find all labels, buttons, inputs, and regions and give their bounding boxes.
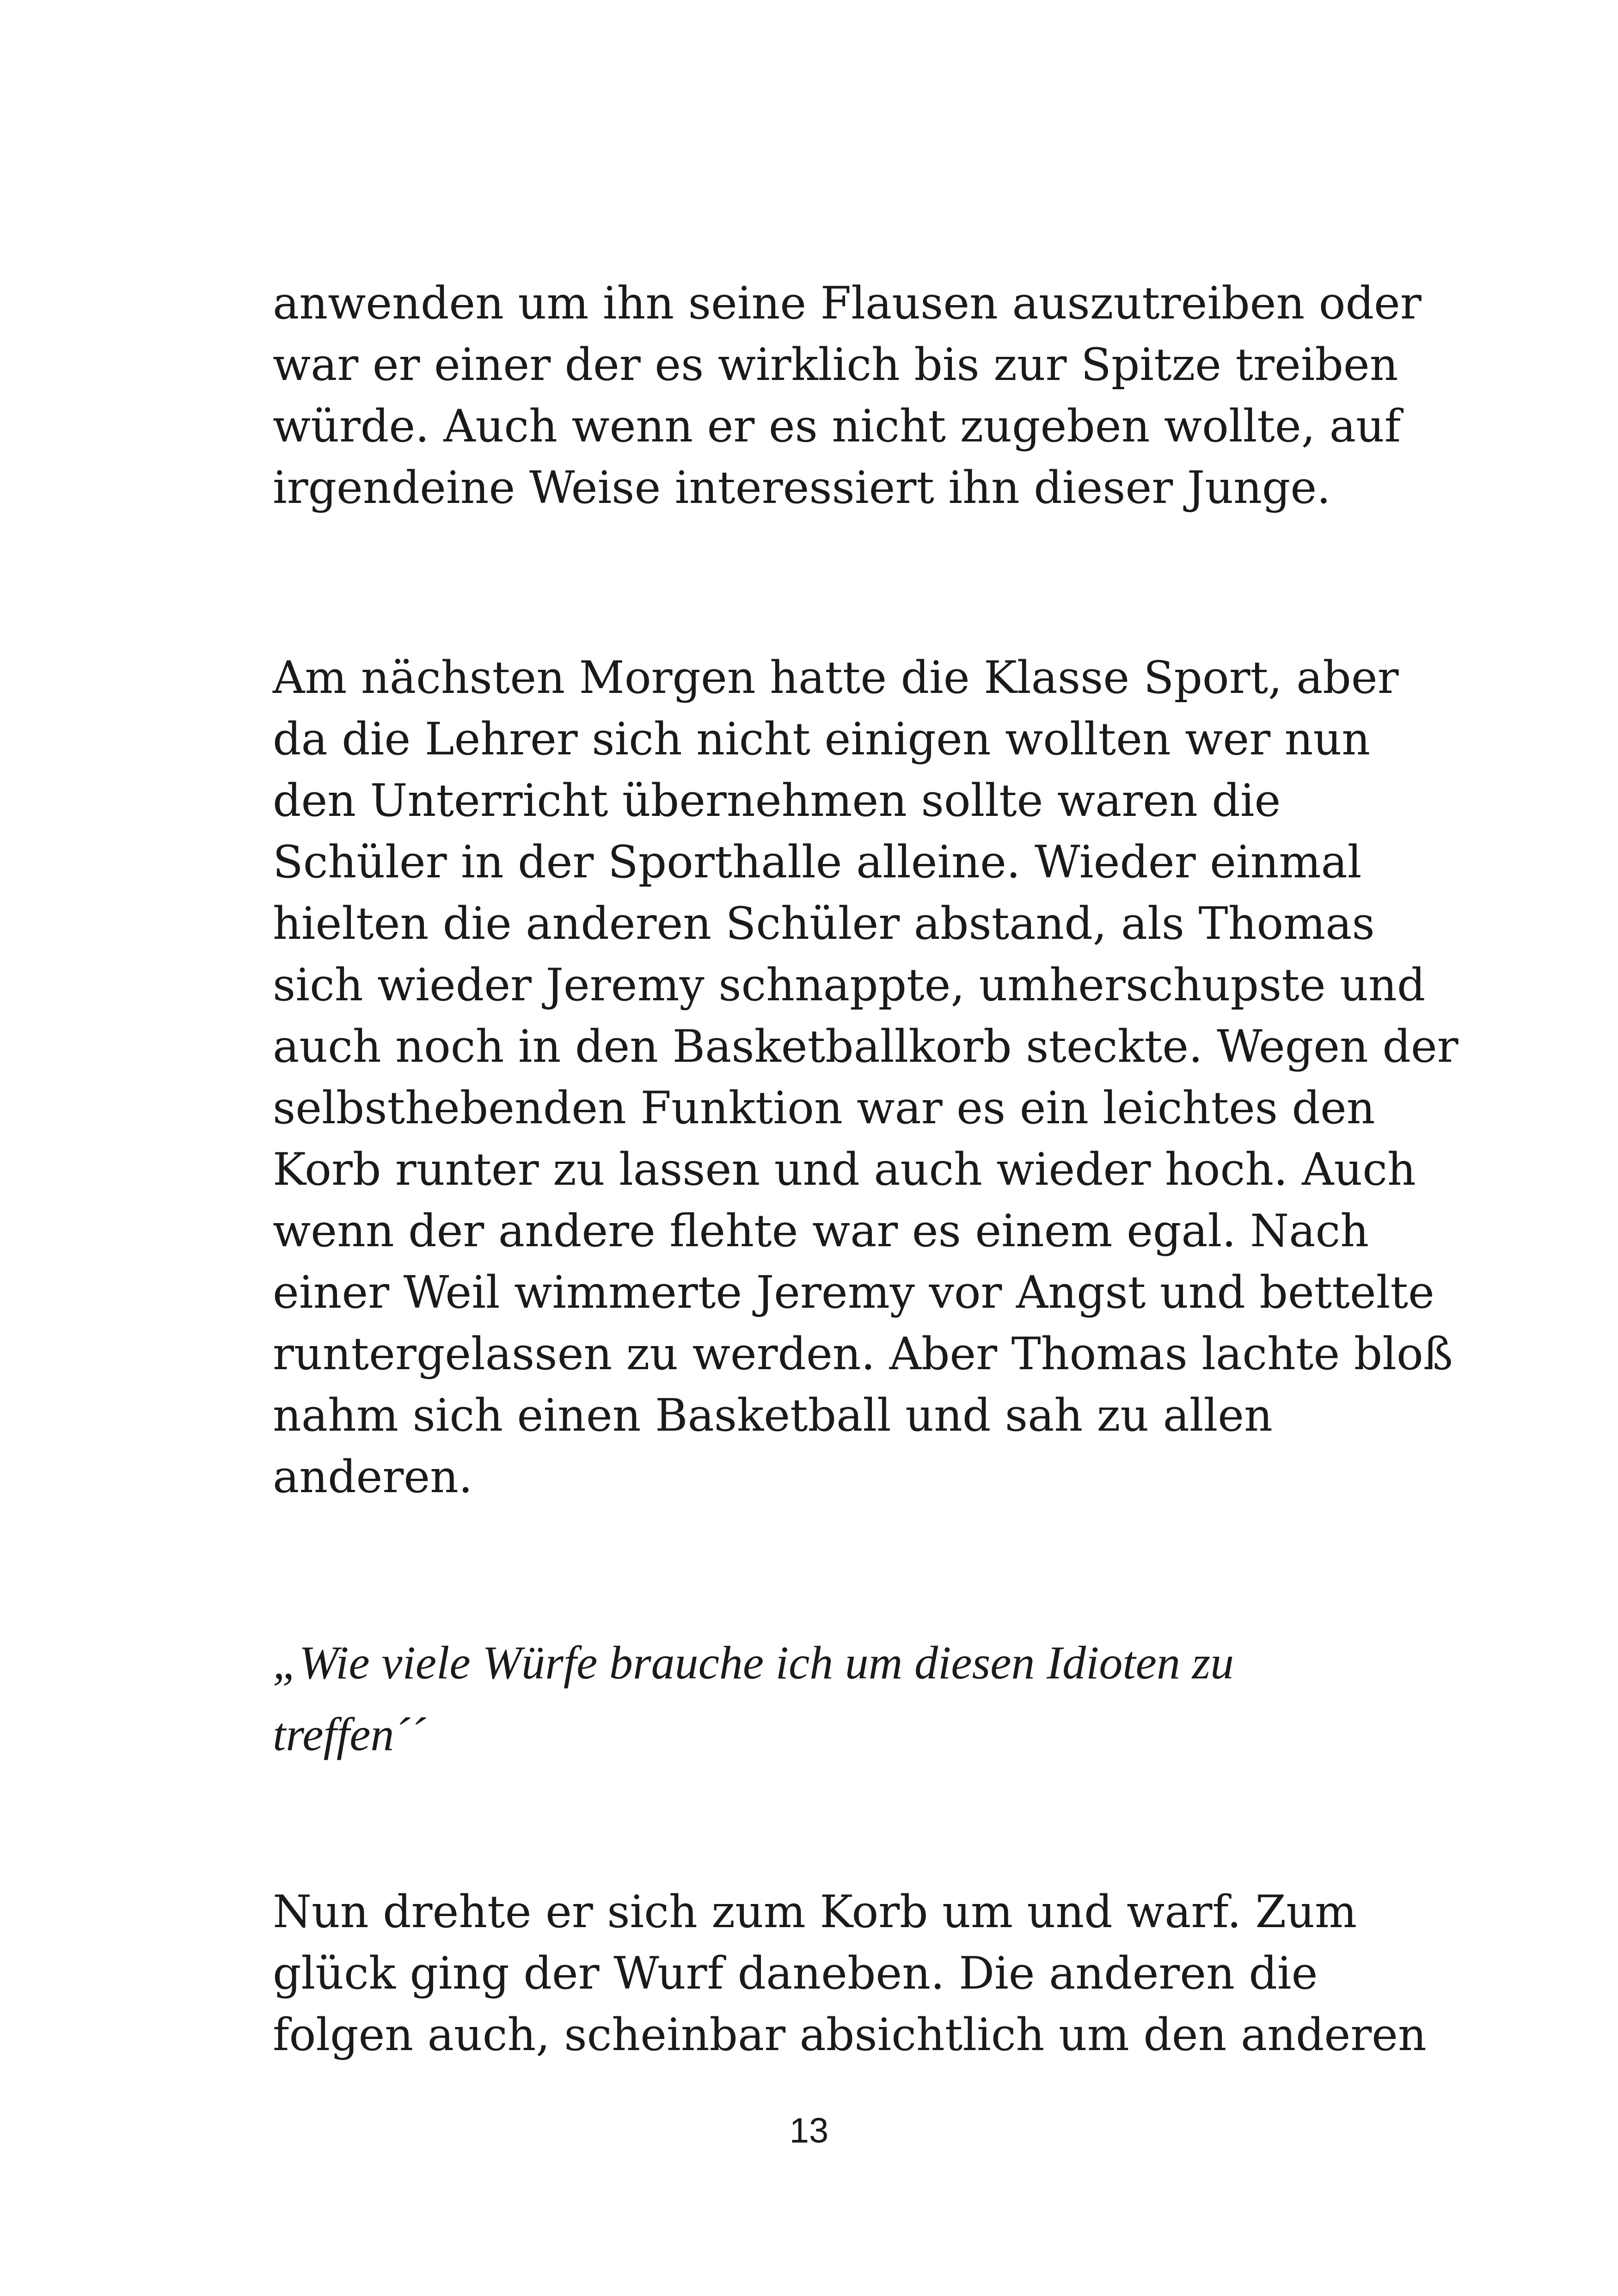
text-line: hielten die anderen Schüler abstand, als Thomas	[273, 898, 1375, 949]
quote-line: „Wie viele Würfe brauche ich um diesen Idioten zu	[273, 1637, 1234, 1689]
text-line: Am nächsten Morgen hatte die Klasse Sport, aber	[273, 652, 1399, 704]
text-line: runtergelassen zu werden. Aber Thomas lachte bloß	[273, 1328, 1453, 1380]
text-line: da die Lehrer sich nicht einigen wollten wer nun	[273, 713, 1371, 765]
paragraph-4	[273, 1881, 1427, 2066]
text-line: nahm sich einen Basketball und sah zu allen	[273, 1390, 1273, 1441]
text-line: glück ging der Wurf daneben. Die anderen die	[273, 1947, 1318, 1999]
text-line: anderen.	[273, 1451, 473, 1503]
text-line: einer Weil wimmerte Jeremy vor Angst und bettelte	[273, 1267, 1434, 1318]
text-line: irgendeine Weise interessiert ihn dieser Junge.	[273, 462, 1331, 514]
page-number: 13	[789, 2111, 829, 2150]
text-line: anwenden um ihn seine Flausen auszutreiben oder	[273, 277, 1422, 329]
text-line: Nun drehte er sich zum Korb um und warf. Zum	[273, 1886, 1357, 1938]
text-line: war er einer der es wirklich bis zur Spitze treiben	[273, 339, 1398, 391]
text-line: sich wieder Jeremy schnappte, umherschupste und	[273, 959, 1426, 1011]
quote-line: treffen´´	[273, 1708, 426, 1761]
text-line: würde. Auch wenn er es nicht zugeben wollte, auf	[273, 400, 1401, 452]
text-line: Schüler in der Sporthalle alleine. Wieder einmal	[273, 836, 1362, 888]
text-line: selbsthebenden Funktion war es ein leichtes den	[273, 1082, 1375, 1134]
paragraph-1	[273, 273, 1422, 519]
italic-quote	[273, 1627, 1391, 1770]
text-line: den Unterricht übernehmen sollte waren die	[273, 775, 1281, 827]
paragraph-2	[273, 647, 1459, 1508]
text-line: folgen auch, scheinbar absichtlich um den anderen	[273, 2009, 1427, 2061]
text-line: Korb runter zu lassen und auch wieder hoch. Auch	[273, 1144, 1416, 1195]
text-line: wenn der andere flehte war es einem egal. Nach	[273, 1205, 1369, 1257]
text-line: auch noch in den Basketballkorb steckte. Wegen der	[273, 1021, 1459, 1072]
